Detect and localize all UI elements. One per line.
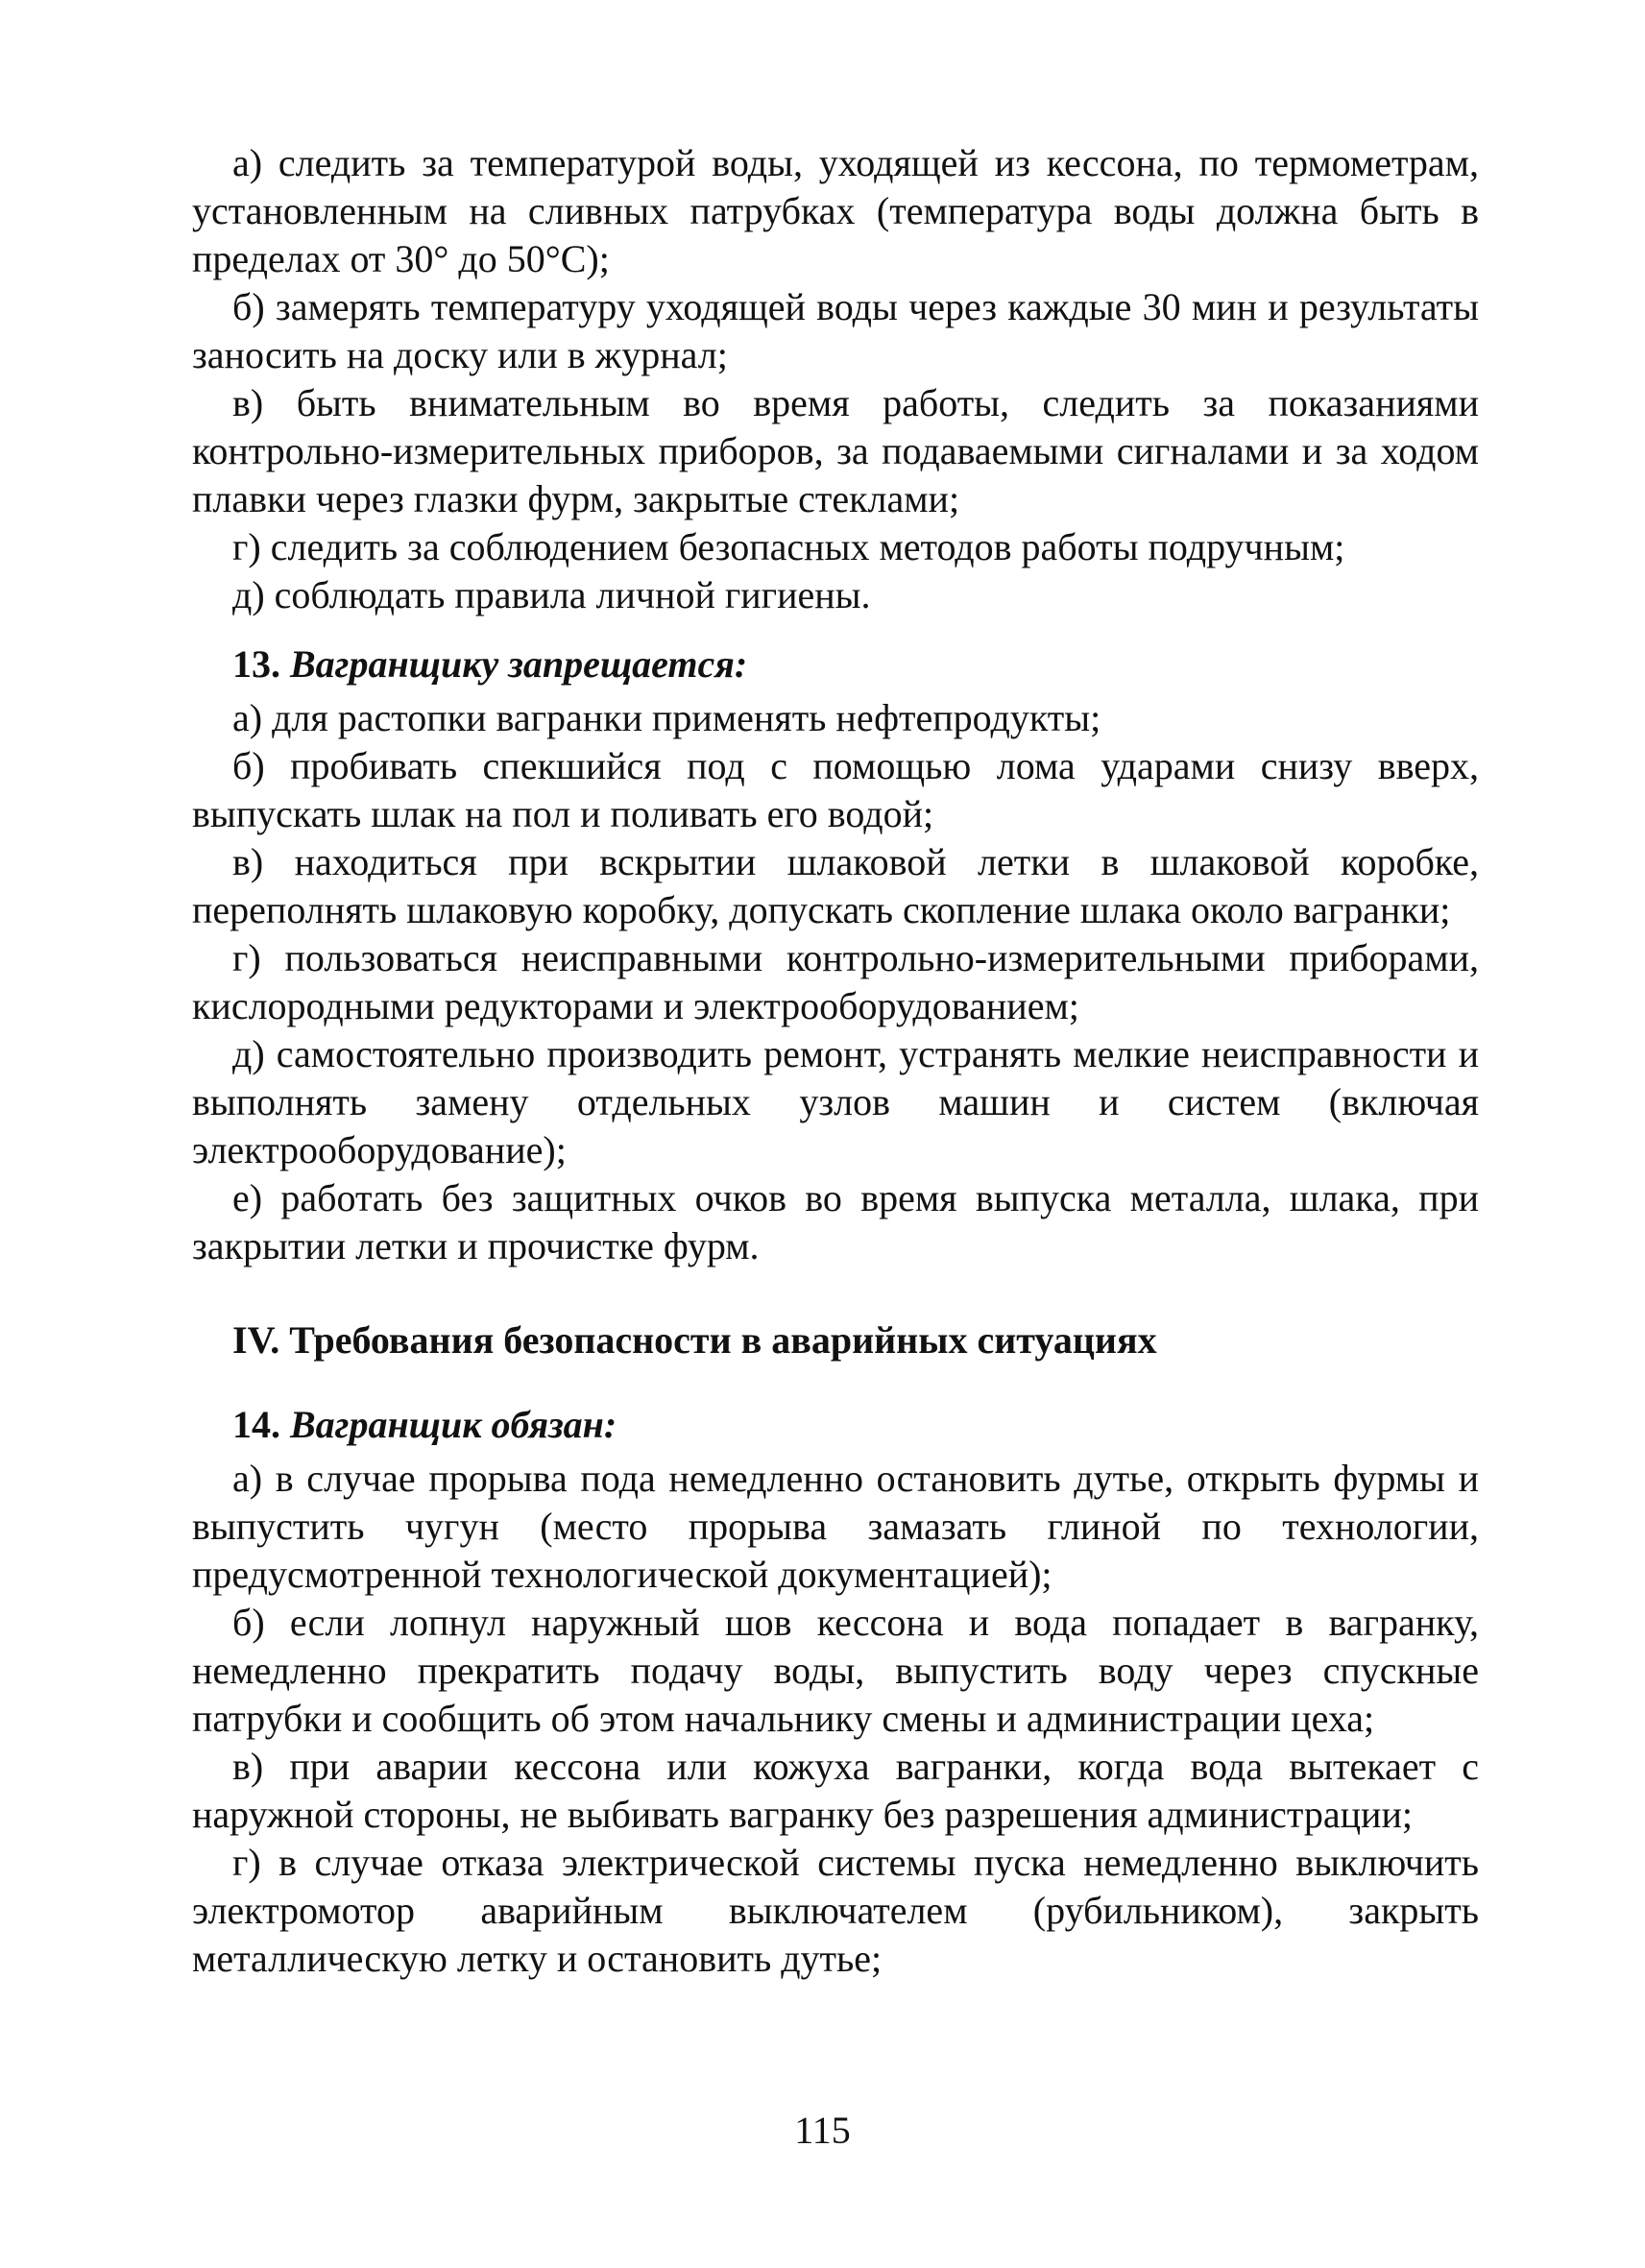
list-item: г) пользоваться неисправными контрольно-измерительными приборами, кислородными редукторами и электрооборудованием;	[192, 936, 1479, 1027]
list-item: а) для растопки вагранки применять нефтепродукты;	[232, 696, 1101, 739]
list-item: а) следить за температурой воды, уходящей из кессона, по термометрам, установленным на сливных патрубках (температура воды должна быть в пределах от 30° до 50°С);	[192, 141, 1479, 280]
list-item: в) находиться при вскрытии шлаковой летки в шлаковой коробке, переполнять шлаковую коробку, допускать скопление шлака около вагранки;	[192, 840, 1479, 931]
list-item: д) соблюдать правила личной гигиены.	[232, 573, 871, 616]
clause-title: Вагранщику запрещается:	[290, 642, 748, 686]
page-number: 115	[794, 2109, 851, 2152]
list-item: в) быть внимательным во время работы, следить за показаниями контрольно-измерительных приборов, за подаваемыми сигналами и за ходом плавки через глазки фурм, закрытые стеклами;	[192, 381, 1479, 520]
list-item: е) работать без защитных очков во время выпуска металла, шлака, при закрытии летки и прочистке фурм.	[192, 1176, 1479, 1267]
list-item: б) пробивать спекшийся под с помощью лома ударами снизу вверх, выпускать шлак на пол и поливать его водой;	[192, 744, 1479, 835]
list-item: г) в случае отказа электрической системы пуска немедленно выключить электромотор аварийным выключателем (рубильником), закрыть металлическую летку и остановить дутье;	[192, 1841, 1479, 1980]
list-item: г) следить за соблюдением безопасных методов работы подручным;	[232, 525, 1345, 568]
clause-title: Вагранщик обязан:	[290, 1403, 617, 1446]
section-heading: IV. Требования безопасности в аварийных ситуациях	[232, 1318, 1157, 1362]
list-item: в) при аварии кессона или кожуха вагранки, когда вода вытекает с наружной стороны, не выбивать вагранку без разрешения администрации;	[192, 1745, 1479, 1836]
list-item: б) если лопнул наружный шов кессона и вода попадает в вагранку, немедленно прекратить подачу воды, выпустить воду через спускные патрубки и сообщить об этом начальнику смены и администрации цеха;	[192, 1601, 1479, 1740]
clause-number: 13.	[232, 642, 280, 686]
list-item: д) самостоятельно производить ремонт, устранять мелкие неисправности и выполнять замену отдельных узлов машин и систем (включая электрооборудование);	[192, 1032, 1479, 1171]
list-item: а) в случае прорыва пода немедленно остановить дутье, открыть фурмы и выпустить чугун (место прорыва замазать глиной по технологии, предусмотренной технологической документацией);	[192, 1457, 1479, 1596]
list-item: б) замерять температуру уходящей воды через каждые 30 мин и результаты заносить на доску или в журнал;	[192, 285, 1479, 376]
clause-14-heading	[192, 1401, 1479, 1449]
document-page	[192, 139, 1479, 1983]
clause-13-heading	[192, 640, 1479, 688]
clause-number: 14.	[232, 1403, 280, 1446]
